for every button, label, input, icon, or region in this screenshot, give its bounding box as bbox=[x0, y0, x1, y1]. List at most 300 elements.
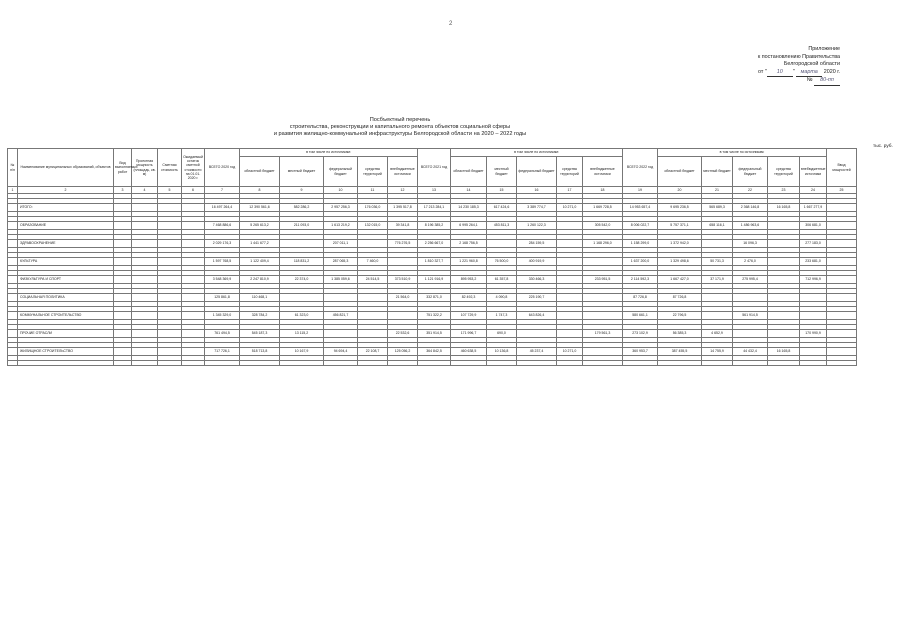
empty-cell bbox=[8, 361, 18, 366]
empty-cell bbox=[800, 361, 827, 366]
table-cell: 207 011,1 bbox=[324, 240, 358, 248]
number-value: 80-пп bbox=[814, 77, 840, 86]
table-cell: 22 374,0 bbox=[280, 276, 324, 284]
empty-cell bbox=[827, 361, 857, 366]
table-cell: 82 492,3 bbox=[451, 294, 487, 302]
table-cell: 582 286,2 bbox=[280, 204, 324, 212]
table-cell bbox=[358, 330, 388, 338]
table-cell bbox=[768, 240, 800, 248]
table-cell bbox=[324, 330, 358, 338]
table-cell bbox=[114, 348, 132, 356]
row-num-cell bbox=[8, 204, 18, 212]
table-cell: 717 726,1 bbox=[205, 348, 240, 356]
table-cell: 453 811,3 bbox=[487, 222, 517, 230]
table-cell: 561 914,5 bbox=[733, 312, 768, 320]
table-cell bbox=[114, 258, 132, 266]
table-cell: 895 953,2 bbox=[451, 276, 487, 284]
table-cell bbox=[557, 330, 583, 338]
date-day: 10 bbox=[767, 69, 793, 78]
column-number: 16 bbox=[517, 187, 557, 194]
table-cell bbox=[158, 240, 182, 248]
column-number: 2 bbox=[18, 187, 114, 194]
table-cell: 16 165,8 bbox=[768, 348, 800, 356]
empty-cell bbox=[324, 361, 358, 366]
table-cell: 1 158 299,0 bbox=[623, 240, 658, 248]
table-cell bbox=[182, 204, 205, 212]
table-cell: 10 136,8 bbox=[487, 348, 517, 356]
table-cell: 61 323,0 bbox=[280, 312, 324, 320]
table-cell: 22 108,7 bbox=[358, 348, 388, 356]
empty-cell bbox=[658, 361, 702, 366]
table-row bbox=[8, 258, 857, 266]
table-row bbox=[8, 294, 857, 302]
header-name: Наименование муниципальных образований, объектов bbox=[18, 149, 114, 187]
table-cell bbox=[114, 294, 132, 302]
row-name: КУЛЬТУРА bbox=[18, 258, 114, 266]
table-cell bbox=[158, 330, 182, 338]
table-cell: 12 390 561,6 bbox=[240, 204, 280, 212]
column-number: 12 bbox=[388, 187, 418, 194]
table-cell bbox=[768, 312, 800, 320]
table-cell: 61 357,8 bbox=[487, 276, 517, 284]
table-cell: 56 385,3 bbox=[658, 330, 702, 338]
table-cell bbox=[358, 240, 388, 248]
table-cell bbox=[557, 240, 583, 248]
table-cell bbox=[158, 204, 182, 212]
table-cell: 351 914,5 bbox=[418, 330, 451, 338]
column-number: 18 bbox=[583, 187, 623, 194]
column-number-row bbox=[8, 187, 857, 194]
table-cell bbox=[132, 258, 158, 266]
table-cell bbox=[158, 258, 182, 266]
column-number: 21 bbox=[702, 187, 733, 194]
table-cell: 110 468,1 bbox=[240, 294, 280, 302]
table-cell bbox=[182, 312, 205, 320]
table-cell: 2 168 756,5 bbox=[451, 240, 487, 248]
table-cell: 1 613 219,2 bbox=[324, 222, 358, 230]
table-cell: 330 466,3 bbox=[517, 276, 557, 284]
header-obl-2022: областной бюджет bbox=[658, 157, 702, 187]
group-header-2022: в том числе по источникам: bbox=[658, 149, 827, 157]
table-cell bbox=[158, 312, 182, 320]
table-row bbox=[8, 240, 857, 248]
table-cell: 233 951,5 bbox=[583, 276, 623, 284]
header-obl-2020: областной бюджет bbox=[240, 157, 280, 187]
table-cell: 273 102,9 bbox=[623, 330, 658, 338]
header-terr-2021: средства территорий bbox=[557, 157, 583, 187]
row-num-cell bbox=[8, 258, 18, 266]
table-cell: 1 121 916,9 bbox=[418, 276, 451, 284]
table-cell bbox=[182, 276, 205, 284]
table-cell: 284 159,5 bbox=[517, 240, 557, 248]
empty-cell bbox=[358, 361, 388, 366]
table-cell: 306 681,0 bbox=[800, 222, 827, 230]
empty-cell bbox=[733, 361, 768, 366]
table-cell: 1 667 427,0 bbox=[658, 276, 702, 284]
header-vnebud-2020: внебюджетные источники bbox=[388, 157, 418, 187]
table-cell: 225 190,7 bbox=[517, 294, 557, 302]
appendix-number bbox=[700, 77, 840, 86]
column-number: 4 bbox=[132, 187, 158, 194]
table-cell: 2 476,0 bbox=[733, 258, 768, 266]
table-cell: 125 056,2 bbox=[388, 348, 418, 356]
table-cell bbox=[827, 222, 857, 230]
date-mid: " bbox=[792, 68, 795, 75]
table-cell: 545 187,3 bbox=[240, 330, 280, 338]
column-number: 8 bbox=[240, 187, 280, 194]
empty-cell bbox=[158, 361, 182, 366]
table-cell: 4 090,8 bbox=[487, 294, 517, 302]
empty-cell bbox=[132, 361, 158, 366]
row-name: СОЦИАЛЬНАЯ ПОЛИТИКА bbox=[18, 294, 114, 302]
empty-cell bbox=[702, 361, 733, 366]
table-cell: 7 468 886,6 bbox=[205, 222, 240, 230]
table-cell bbox=[827, 294, 857, 302]
table-cell bbox=[768, 276, 800, 284]
table-cell: 373 510,9 bbox=[388, 276, 418, 284]
table-cell: 94 694,4 bbox=[324, 348, 358, 356]
table-cell: 1 345 329,0 bbox=[205, 312, 240, 320]
table-cell: 10 167,9 bbox=[280, 348, 324, 356]
header-total-2021: ВСЕГО 2021 год bbox=[418, 149, 451, 187]
table-cell bbox=[557, 222, 583, 230]
table-cell bbox=[132, 222, 158, 230]
header-vnebud-2022: внебюджетные источники bbox=[800, 157, 827, 187]
row-name: ОБРАЗОВАНИЕ bbox=[18, 222, 114, 230]
header-mest-2021: местный бюджет bbox=[487, 157, 517, 187]
table-cell: 1 747,3 bbox=[487, 312, 517, 320]
table-cell bbox=[557, 312, 583, 320]
table-cell: 2 247 810,9 bbox=[240, 276, 280, 284]
header-vnebud-2021: внебюджетные источники bbox=[583, 157, 623, 187]
empty-cell bbox=[114, 361, 132, 366]
table-cell bbox=[702, 294, 733, 302]
table-cell bbox=[358, 294, 388, 302]
table-cell bbox=[827, 240, 857, 248]
empty-cell bbox=[487, 361, 517, 366]
table-cell bbox=[182, 330, 205, 338]
table-cell: 1 385 059,6 bbox=[324, 276, 358, 284]
table-cell: 118 831,2 bbox=[280, 258, 324, 266]
table-cell bbox=[114, 330, 132, 338]
table-cell: 2 114 592,3 bbox=[623, 276, 658, 284]
table-row bbox=[8, 330, 857, 338]
table-cell: 179 561,3 bbox=[583, 330, 623, 338]
table-cell bbox=[158, 294, 182, 302]
table-cell: 22 796,5 bbox=[658, 312, 702, 320]
units-label: тыс. руб. bbox=[873, 144, 893, 149]
empty-cell bbox=[388, 361, 418, 366]
empty-cell bbox=[517, 361, 557, 366]
table-cell: 1 329 498,6 bbox=[658, 258, 702, 266]
table-cell: 14 230 185,3 bbox=[451, 204, 487, 212]
table-cell: 5 757 371,1 bbox=[658, 222, 702, 230]
header-fed-2022: федеральный бюджет bbox=[733, 157, 768, 187]
title-line3: и развития жилищно-коммунальной инфраструктуры Белгородской области на 2020 – 2022 годы bbox=[273, 131, 527, 138]
table-cell bbox=[800, 312, 827, 320]
table-cell: 617 424,6 bbox=[487, 204, 517, 212]
table-cell bbox=[827, 330, 857, 338]
table-cell: 2 256 667,0 bbox=[418, 240, 451, 248]
table-cell: 643 826,4 bbox=[517, 312, 557, 320]
table-cell bbox=[388, 258, 418, 266]
header-total-2020: ВСЕГО 2020 год bbox=[205, 149, 240, 187]
table-cell: 16 165,8 bbox=[768, 204, 800, 212]
row-name: ЗДРАВООХРАНЕНИЕ bbox=[18, 240, 114, 248]
date-year: 2020 г. bbox=[823, 68, 840, 75]
column-number: 1 bbox=[8, 187, 18, 194]
table-cell: 364 842,5 bbox=[418, 348, 451, 356]
table-cell: 37 171,9 bbox=[702, 276, 733, 284]
empty-cell bbox=[280, 361, 324, 366]
table-cell bbox=[358, 312, 388, 320]
table-cell: 277 183,0 bbox=[800, 240, 827, 248]
table-cell bbox=[114, 312, 132, 320]
table-cell: 712 996,9 bbox=[800, 276, 827, 284]
table-row bbox=[8, 204, 857, 212]
header-fed-2020: федеральный бюджет bbox=[324, 157, 358, 187]
empty-cell bbox=[18, 361, 114, 366]
column-number: 23 bbox=[768, 187, 800, 194]
table-cell: 275 995,4 bbox=[733, 276, 768, 284]
table-cell bbox=[182, 294, 205, 302]
header-input: Ввод мощностей bbox=[827, 149, 857, 187]
table-cell: 1 637 200,0 bbox=[623, 258, 658, 266]
table-cell: 8 196 385,2 bbox=[418, 222, 451, 230]
table-cell bbox=[583, 348, 623, 356]
table-cell: 24 514,5 bbox=[358, 276, 388, 284]
table-cell bbox=[324, 294, 358, 302]
table-cell: 14 953 657,4 bbox=[623, 204, 658, 212]
table-cell: 387 455,5 bbox=[658, 348, 702, 356]
table-cell: 45 237,4 bbox=[517, 348, 557, 356]
table-cell: 233 681,0 bbox=[800, 258, 827, 266]
table-cell bbox=[827, 312, 857, 320]
table-cell: 170 990,9 bbox=[800, 330, 827, 338]
column-number: 5 bbox=[158, 187, 182, 194]
table-cell: 87 726,8 bbox=[658, 294, 702, 302]
table-cell: 125 861,8 bbox=[205, 294, 240, 302]
table-cell: 3 548 369,9 bbox=[205, 276, 240, 284]
column-number: 15 bbox=[487, 187, 517, 194]
table-cell bbox=[702, 312, 733, 320]
table-cell bbox=[768, 258, 800, 266]
empty-cell bbox=[557, 361, 583, 366]
table-cell: 332 871,0 bbox=[418, 294, 451, 302]
table-row bbox=[8, 312, 857, 320]
table-cell bbox=[583, 294, 623, 302]
table-body bbox=[8, 194, 857, 366]
table-cell: 10 271,0 bbox=[557, 204, 583, 212]
table-cell bbox=[132, 240, 158, 248]
column-number: 13 bbox=[418, 187, 451, 194]
table-cell: 1 669 728,5 bbox=[583, 204, 623, 212]
table-cell: 1 372 942,0 bbox=[658, 240, 702, 248]
row-name: ФИЗКУЛЬТУРА И СПОРТ bbox=[18, 276, 114, 284]
table-cell: 580 661,1 bbox=[623, 312, 658, 320]
table-cell bbox=[114, 240, 132, 248]
table-cell: 400 919,9 bbox=[517, 258, 557, 266]
table-cell bbox=[800, 294, 827, 302]
header-terr-2022: средства территорий bbox=[768, 157, 800, 187]
table-row bbox=[8, 348, 857, 356]
table-cell bbox=[280, 294, 324, 302]
table-cell bbox=[182, 222, 205, 230]
table-cell bbox=[768, 222, 800, 230]
table-cell: 76 500,0 bbox=[487, 258, 517, 266]
table-cell: 776 276,5 bbox=[388, 240, 418, 248]
table-cell bbox=[158, 348, 182, 356]
table-cell: 658 116,1 bbox=[702, 222, 733, 230]
column-number: 3 bbox=[114, 187, 132, 194]
appendix-line1: Приложение bbox=[808, 46, 840, 52]
table-cell: 2 368 146,8 bbox=[733, 204, 768, 212]
appendix-date bbox=[700, 69, 840, 78]
empty-cell bbox=[451, 361, 487, 366]
row-num-cell bbox=[8, 222, 18, 230]
table-cell: 1 597 768,5 bbox=[205, 258, 240, 266]
table-cell: 328 784,2 bbox=[240, 312, 280, 320]
table-cell bbox=[132, 276, 158, 284]
column-number: 19 bbox=[623, 187, 658, 194]
table-cell: 6 995 264,1 bbox=[451, 222, 487, 230]
table-cell bbox=[388, 312, 418, 320]
table-cell: 16 497 264,4 bbox=[205, 204, 240, 212]
table-cell: 2 957 256,3 bbox=[324, 204, 358, 212]
table-cell: 16 096,3 bbox=[733, 240, 768, 248]
appendix-block bbox=[700, 46, 840, 86]
table-cell bbox=[702, 240, 733, 248]
header-estimate: Сметная стоимость bbox=[158, 149, 182, 187]
table-cell bbox=[557, 258, 583, 266]
table-cell: 1 260 122,3 bbox=[517, 222, 557, 230]
empty-cell bbox=[418, 361, 451, 366]
row-name: ЖИЛИЩНОЕ СТРОИТЕЛЬСТВО bbox=[18, 348, 114, 356]
table-cell: 50 731,3 bbox=[702, 258, 733, 266]
table-cell bbox=[132, 330, 158, 338]
header-num: № п/п bbox=[8, 149, 18, 187]
table-cell bbox=[827, 204, 857, 212]
table-cell bbox=[158, 222, 182, 230]
appendix-line3: Белгородской области bbox=[783, 61, 840, 68]
table-cell bbox=[827, 348, 857, 356]
title-line2: строительства, реконструкции и капитального ремонта объектов социальной сферы bbox=[289, 124, 511, 131]
table-cell bbox=[800, 348, 827, 356]
table-cell: 132 015,0 bbox=[358, 222, 388, 230]
date-prefix: от " bbox=[758, 68, 767, 75]
row-num-cell bbox=[8, 294, 18, 302]
table-cell bbox=[557, 294, 583, 302]
table-cell bbox=[768, 330, 800, 338]
table-cell bbox=[132, 348, 158, 356]
table-cell: 39 341,8 bbox=[388, 222, 418, 230]
table-cell: 107 729,9 bbox=[451, 312, 487, 320]
table-cell bbox=[158, 276, 182, 284]
group-header-2020: в том числе по источникам: bbox=[240, 149, 418, 157]
number-prefix: № bbox=[806, 77, 813, 84]
table-cell: 2 029 176,3 bbox=[205, 240, 240, 248]
table-cell bbox=[827, 258, 857, 266]
header-remaining: Ожидаемый остаток сметной стоимости на 01.01. 2020 г. bbox=[182, 149, 205, 187]
table-cell bbox=[733, 294, 768, 302]
table-cell: 565 689,3 bbox=[702, 204, 733, 212]
table-row bbox=[8, 222, 857, 230]
column-number: 7 bbox=[205, 187, 240, 194]
table-cell: 1 395 517,8 bbox=[388, 204, 418, 212]
header-terr-2020: средства территорий bbox=[358, 157, 388, 187]
table-cell: 460 638,5 bbox=[451, 348, 487, 356]
table-row bbox=[8, 276, 857, 284]
column-number: 22 bbox=[733, 187, 768, 194]
table-cell: 13 115,2 bbox=[280, 330, 324, 338]
empty-cell bbox=[182, 361, 205, 366]
table-cell bbox=[557, 276, 583, 284]
table-cell: 211 093,0 bbox=[280, 222, 324, 230]
table-cell: 1 441 677,2 bbox=[240, 240, 280, 248]
table-cell: 17 213 284,1 bbox=[418, 204, 451, 212]
header-obl-2021: областной бюджет bbox=[451, 157, 487, 187]
header-fed-2021: федеральный бюджет bbox=[517, 157, 557, 187]
header-total-2022: ВСЕГО 2022 год bbox=[623, 149, 658, 187]
date-month: марта bbox=[796, 69, 822, 78]
table-cell bbox=[114, 276, 132, 284]
row-num-cell bbox=[8, 276, 18, 284]
table-cell: 22 532,6 bbox=[388, 330, 418, 338]
column-number: 24 bbox=[800, 187, 827, 194]
table-cell bbox=[182, 240, 205, 248]
table-cell: 1 667 277,9 bbox=[800, 204, 827, 212]
table-cell bbox=[280, 240, 324, 248]
row-num-cell bbox=[8, 330, 18, 338]
appendix-line2: к постановлению Правительства bbox=[757, 53, 840, 60]
page-number: 2 bbox=[449, 21, 453, 27]
table-cell bbox=[827, 276, 857, 284]
column-number: 20 bbox=[658, 187, 702, 194]
table-cell: 7 460,0 bbox=[358, 258, 388, 266]
empty-cell bbox=[205, 361, 240, 366]
table-cell: 8 006 022,7 bbox=[623, 222, 658, 230]
table-cell bbox=[182, 258, 205, 266]
header-mest-2022: местный бюджет bbox=[702, 157, 733, 187]
table-cell bbox=[487, 240, 517, 248]
column-number: 10 bbox=[324, 187, 358, 194]
table-cell: 751 322,2 bbox=[418, 312, 451, 320]
table-cell: 1 810 327,7 bbox=[418, 258, 451, 266]
table-cell: 1 168 296,0 bbox=[583, 240, 623, 248]
header-kind: Вид выполняемых работ bbox=[114, 149, 132, 187]
table-cell bbox=[132, 294, 158, 302]
spacer-row bbox=[8, 361, 857, 366]
table-cell: 9 695 236,5 bbox=[658, 204, 702, 212]
table-cell: 690,0 bbox=[487, 330, 517, 338]
table-cell: 1 221 960,8 bbox=[451, 258, 487, 266]
table-cell: 1 122 409,4 bbox=[240, 258, 280, 266]
header-capacity: Проектная мощность (площадь, кв. м) bbox=[132, 149, 158, 187]
title-line1: Посбъектный перечень bbox=[369, 117, 431, 123]
table-cell: 360 953,7 bbox=[623, 348, 658, 356]
row-name: ПРОЧИЕ ОТРАСЛИ bbox=[18, 330, 114, 338]
table-cell: 14 755,9 bbox=[702, 348, 733, 356]
table-cell bbox=[583, 258, 623, 266]
table-cell: 87 726,8 bbox=[623, 294, 658, 302]
table-cell bbox=[132, 312, 158, 320]
table-cell: 5 265 613,2 bbox=[240, 222, 280, 230]
column-number: 25 bbox=[827, 187, 857, 194]
table-cell bbox=[583, 312, 623, 320]
table-cell: 21 564,0 bbox=[388, 294, 418, 302]
column-number: 14 bbox=[451, 187, 487, 194]
table-cell: 44 432,4 bbox=[733, 348, 768, 356]
